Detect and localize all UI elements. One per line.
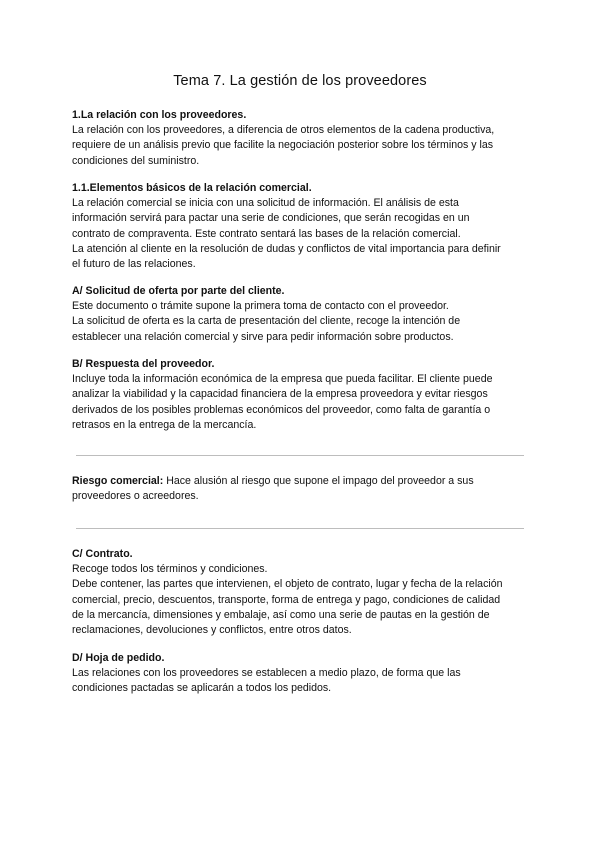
section-contrato (72, 547, 532, 638)
body-line: La atención al cliente en la resolución de dudas y conflictos de vital importancia para definir (72, 242, 501, 255)
body-line: información servirá para pactar una serie de condiciones, que serán recogidas en un (72, 212, 470, 225)
body-line: La relación con los proveedores, a diferencia de otros elementos de la cadena productiva, (72, 124, 495, 137)
section-body (72, 372, 532, 433)
note-text: Hace alusión al riesgo que supone el impago del proveedor a sus (163, 475, 474, 487)
section-body (72, 562, 532, 638)
divider-bottom (76, 528, 524, 529)
section-body (72, 196, 532, 272)
section-heading: C/ Contrato. (72, 548, 133, 560)
page-title: Tema 7. La gestión de los proveedores (173, 73, 427, 89)
body-line: requiere de un análisis previo que facilite la negociación posterior sobre los términos y las (72, 139, 494, 152)
body-line: Las relaciones con los proveedores se establecen a medio plazo, de forma que las (72, 667, 461, 680)
body-line: analizar la viabilidad y la capacidad financiera de la empresa proveedora y evitar riesgos (72, 388, 488, 401)
section-body (72, 299, 532, 345)
note-riesgo-comercial (72, 474, 532, 504)
body-line: Este documento o trámite supone la primera toma de contacto con el proveedor. (72, 300, 449, 313)
section-body (72, 666, 532, 696)
section-heading: 1.1.Elementos básicos de la relación comercial. (72, 182, 312, 194)
body-line: condiciones pactadas se aplicarán a todos los pedidos. (72, 682, 332, 695)
body-line: establecer una relación comercial y sirve para pedir información sobre productos. (72, 330, 454, 343)
note-line (72, 474, 532, 489)
note-body (72, 474, 532, 504)
body-line: comercial, precio, descuentos, transporte, forma de entrega y pago, condiciones de calidad (72, 593, 501, 606)
body-line: contrato de compraventa. Este contrato sentará las bases de la relación comercial. (72, 227, 461, 240)
body-line: retrasos en la entrega de la mercancía. (72, 418, 257, 431)
section-heading: A/ Solicitud de oferta por parte del cliente. (72, 285, 285, 297)
divider-top (76, 455, 524, 456)
body-line: Incluye toda la información económica de la empresa que pueda facilitar. El cliente puede (72, 373, 493, 386)
body-line: La relación comercial se inicia con una solicitud de información. El análisis de esta (72, 197, 459, 210)
note-term: Riesgo comercial: (72, 475, 164, 487)
section-elementos-basicos (72, 181, 532, 272)
section-heading: B/ Respuesta del proveedor. (72, 358, 215, 370)
section-body (72, 123, 532, 169)
section-relacion-proveedores (72, 108, 532, 169)
section-heading: 1.La relación con los proveedores. (72, 109, 247, 121)
body-line: el futuro de las relaciones. (72, 258, 196, 271)
body-line: Debe contener, las partes que intervienen, el objeto de contrato, lugar y fecha de la relación (72, 578, 503, 591)
section-heading: D/ Hoja de pedido. (72, 652, 165, 664)
body-line: derivados de los posibles problemas económicos del proveedor, como falta de garantía o (72, 403, 491, 416)
body-line: condiciones del suministro. (72, 154, 200, 167)
body-line: reclamaciones, devoluciones y conflictos, entre otros datos. (72, 624, 352, 637)
section-respuesta-proveedor (72, 357, 532, 433)
body-line: La solicitud de oferta es la carta de presentación del cliente, recoge la intención de (72, 315, 461, 328)
note-line: proveedores o acreedores. (72, 490, 199, 503)
section-hoja-pedido (72, 651, 532, 697)
body-line: de la mercancía, dimensiones y embalaje, así como una serie de pautas en la gestión de (72, 608, 490, 621)
section-solicitud-oferta (72, 284, 532, 345)
body-line: Recoge todos los términos y condiciones. (72, 563, 268, 576)
